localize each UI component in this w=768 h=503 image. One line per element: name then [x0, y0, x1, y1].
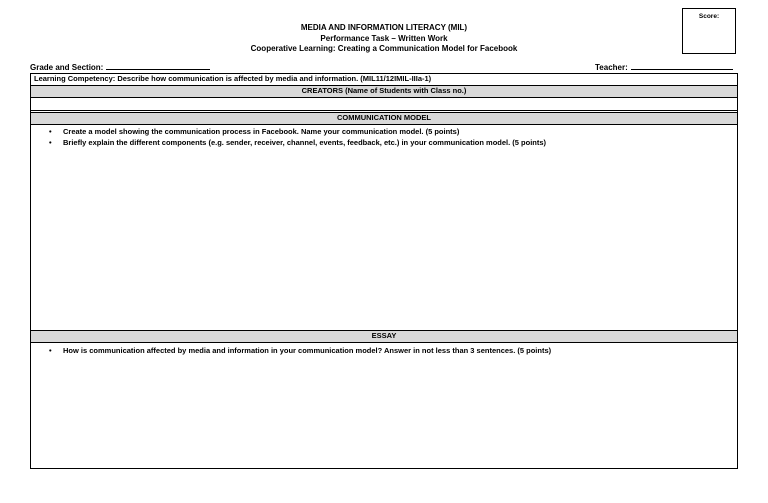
- instruction-text: Briefly explain the different components (e.g. sender, receiver, channel, events, feedback, etc.) in your communication model. (5 points): [63, 138, 547, 147]
- grade-section-label: Grade and Section:: [30, 63, 104, 72]
- instruction-text: How is communication affected by media and information in your communication model? Answer in not less than 3 sentences. (5 points): [63, 346, 552, 355]
- title-task: Performance Task – Written Work: [320, 33, 448, 43]
- communication-model-instructions: [31, 126, 737, 148]
- creators-header: CREATORS (Name of Students with Class no.): [31, 86, 737, 98]
- creators-entry-row[interactable]: [31, 98, 737, 111]
- grade-section-blank[interactable]: [106, 61, 210, 70]
- worksheet-title: [0, 23, 768, 55]
- communication-model-header: COMMUNICATION MODEL: [31, 112, 737, 125]
- title-activity: Cooperative Learning: Creating a Communication Model for Facebook: [250, 44, 518, 53]
- score-label: Score:: [698, 13, 720, 20]
- teacher-field: [595, 61, 733, 72]
- score-box[interactable]: [682, 8, 736, 54]
- instruction-text: Create a model showing the communication process in Facebook. Name your communication model. (5 points): [63, 127, 460, 136]
- teacher-blank[interactable]: [631, 61, 733, 70]
- list-item: [31, 345, 737, 356]
- bullet-icon: •: [49, 138, 52, 147]
- essay-instructions: [31, 345, 737, 356]
- worksheet-table: [30, 73, 738, 469]
- bullet-icon: •: [49, 346, 52, 355]
- bullet-icon: •: [49, 127, 52, 136]
- grade-section-field: [30, 61, 210, 72]
- essay-header: ESSAY: [31, 330, 737, 343]
- list-item: [31, 137, 737, 148]
- list-item: [31, 126, 737, 137]
- teacher-label: Teacher:: [595, 63, 628, 72]
- learning-competency: Learning Competency: Describe how communication is affected by media and information. (MIL11/12IMIL-IIIa-1): [31, 74, 737, 86]
- title-subject: MEDIA AND INFORMATION LITERACY (MIL): [300, 23, 468, 32]
